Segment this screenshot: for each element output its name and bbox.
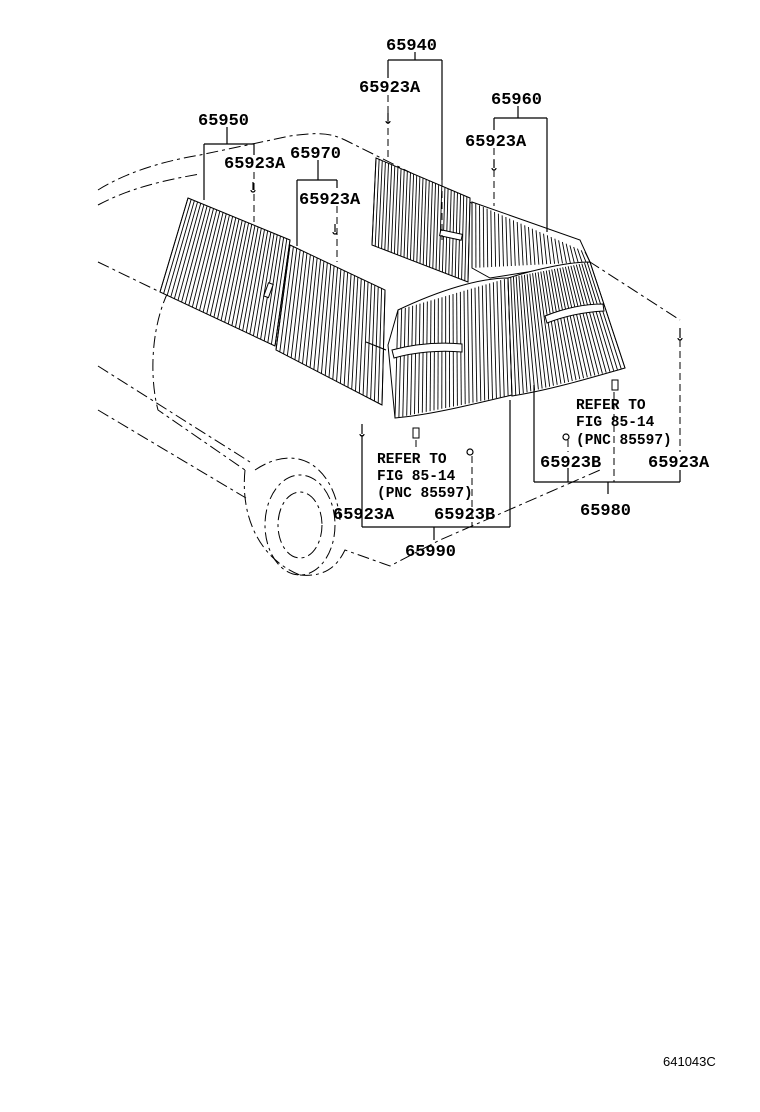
callout-65980: 65980 bbox=[580, 502, 632, 521]
callout-65960: 65960 bbox=[491, 91, 543, 110]
figure-code: 641043C bbox=[663, 1054, 716, 1069]
callout-65950-clip: 65923A bbox=[224, 155, 286, 174]
note-right-line3: (PNC 85597) bbox=[576, 433, 672, 449]
curtain-panel-65940 bbox=[372, 158, 470, 282]
callout-65980-clip-b: 65923B bbox=[540, 454, 602, 473]
callout-65990: 65990 bbox=[405, 543, 457, 562]
curtain-panel-65980 bbox=[508, 262, 625, 396]
note-right-line1: REFER TO bbox=[576, 398, 646, 414]
note-left-line3: (PNC 85597) bbox=[377, 486, 473, 502]
callout-65980-clip-a: 65923A bbox=[648, 454, 710, 473]
reference-note-right bbox=[576, 398, 672, 449]
reference-note-left bbox=[377, 452, 473, 502]
note-left-line1: REFER TO bbox=[377, 452, 447, 468]
callout-65940: 65940 bbox=[386, 37, 438, 56]
curtain-pleat bbox=[483, 207, 484, 267]
callout-65960-clip: 65923A bbox=[465, 133, 527, 152]
callout-65990-clip-b: 65923B bbox=[434, 506, 496, 525]
callout-65950: 65950 bbox=[198, 112, 250, 131]
curtain-panel-65950 bbox=[160, 198, 290, 346]
callout-65970-clip: 65923A bbox=[299, 191, 361, 210]
callout-65940-clip: 65923A bbox=[359, 79, 421, 98]
curtain-panel-65990 bbox=[388, 278, 512, 418]
callout-65990-clip-a: 65923A bbox=[333, 506, 395, 525]
note-left-line2: FIG 85-14 bbox=[377, 469, 456, 485]
curtain-panel-65970 bbox=[276, 245, 386, 405]
note-right-line2: FIG 85-14 bbox=[576, 415, 655, 431]
callout-65970: 65970 bbox=[290, 145, 342, 164]
